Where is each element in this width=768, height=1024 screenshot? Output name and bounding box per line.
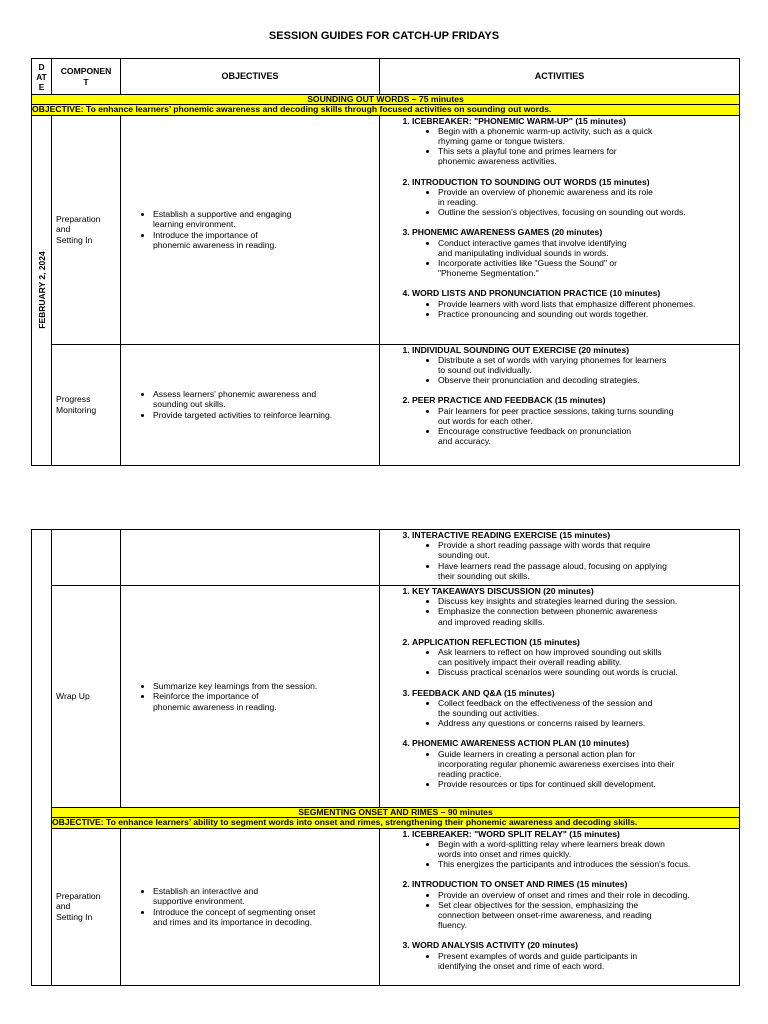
table-row [32, 115, 740, 344]
text-line: Discuss practical scenarios were sounding out words is crucial. [438, 667, 678, 678]
text-line: and manipulating individual sounds in words. [438, 247, 609, 258]
text-line: Setting In [56, 234, 93, 245]
activity-bullet [438, 258, 739, 278]
activity-bullets [412, 540, 739, 581]
activity-item [412, 586, 739, 627]
text-line: Preparation [56, 214, 101, 225]
activities-cell [380, 115, 740, 344]
text-line: This sets a playful tone and primes learners for [438, 146, 617, 157]
text-line: Outline the session's objectives, focusing on sounding out words. [438, 207, 686, 218]
text-line: connection between onset-rime awareness, and reading [438, 909, 652, 920]
activity-heading: PHONEMIC AWARENESS ACTION PLAN (10 minutes) [412, 738, 630, 749]
activity-bullets [412, 238, 739, 279]
section-title: SOUNDING OUT WORDS – 75 minutes [32, 95, 740, 105]
activity-bullets [412, 647, 739, 678]
activity-bullet [438, 647, 739, 667]
objective-item [153, 410, 379, 420]
text-line: Introduce the concept of segmenting onset [153, 906, 316, 917]
objectives-cell [121, 115, 380, 344]
text-line: Provide learners with word lists that emphasize different phonemes. [438, 298, 696, 309]
text-line: Progress [56, 394, 91, 405]
activity-bullets [412, 299, 739, 319]
activity-item [412, 940, 739, 971]
activity-bullet [438, 749, 739, 780]
objectives-cell [121, 586, 380, 808]
text-line: This energizes the participants and introduces the session's focus. [438, 859, 691, 870]
text-line: in reading. [438, 196, 479, 207]
activities-cell [380, 530, 740, 586]
activity-item [412, 879, 739, 930]
activity-bullets [412, 951, 739, 971]
text-line: COMPONEN [60, 66, 112, 77]
table-row [32, 530, 740, 586]
activity-bullet [438, 596, 739, 606]
text-line: Wrap Up [56, 691, 90, 702]
activity-heading: ICEBREAKER: "PHONEMIC WARM-UP" (15 minutes) [412, 115, 626, 126]
text-line: Pair learners for peer practice sessions, taking turns sounding [438, 405, 674, 416]
text-line: Establish a supportive and engaging [153, 209, 292, 220]
text-line: identifying the onset and rime of each word. [438, 960, 605, 971]
activity-item [412, 116, 739, 167]
objectives-list [135, 389, 379, 420]
text-line: Provide targeted activities to reinforce learning. [153, 409, 333, 420]
activity-bullet [438, 426, 739, 446]
activity-bullets [412, 406, 739, 447]
text-line: Conduct interactive games that involve identifying [438, 237, 627, 248]
activities-cell [380, 586, 740, 808]
activity-bullet [438, 561, 739, 581]
text-line: words into onset and rimes quickly. [438, 848, 572, 859]
activity-bullets [412, 355, 739, 386]
objectives-list [135, 209, 379, 250]
activities-list [390, 530, 739, 581]
activity-item [412, 177, 739, 218]
activity-item [412, 530, 739, 581]
activity-bullets [412, 698, 739, 729]
text-line: Introduce the importance of [153, 229, 258, 240]
date-cell [32, 530, 52, 986]
text-line: Collect feedback on the effectiveness of the session and [438, 697, 653, 708]
activity-item [412, 288, 739, 319]
text-line: Ask learners to reflect on how improved sounding out skills [438, 647, 662, 658]
activity-item [412, 637, 739, 678]
text-line: reading practice. [438, 769, 502, 780]
activity-bullet [438, 207, 739, 217]
text-line: Incorporate activities like "Guess the Sound" or [438, 257, 618, 268]
objectives-cell [121, 344, 380, 465]
activity-bullet [438, 187, 739, 207]
objective-item [153, 230, 379, 250]
activity-bullet [438, 126, 739, 146]
component-cell [52, 586, 121, 808]
text-line: E [38, 81, 45, 92]
activity-item [412, 829, 739, 870]
table-header-row [32, 59, 740, 95]
text-line: T [83, 76, 89, 87]
text-line: Set clear objectives for the session, emphasizing the [438, 899, 639, 910]
text-line: Summarize key learnings from the session. [153, 681, 318, 692]
text-line: Guide learners in creating a personal action plan for [438, 748, 636, 759]
text-line: Setting In [56, 911, 93, 922]
objectives-cell [121, 828, 380, 985]
text-line: and accuracy. [438, 436, 491, 447]
session-guide-table-page1 [31, 58, 740, 466]
text-line: Preparation [56, 891, 101, 902]
text-line: learning environment. [153, 219, 236, 230]
text-line: Address any questions or concerns raised by learners. [438, 718, 646, 729]
text-line: Reinforce the importance of [153, 691, 259, 702]
component-cell [52, 530, 121, 586]
text-line: to sound out individually. [438, 364, 532, 375]
activity-item [412, 395, 739, 446]
text-line: Assess learners' phonemic awareness and [153, 389, 317, 400]
text-line: and [56, 224, 71, 235]
text-line: Emphasize the connection between phonemic awareness [438, 606, 658, 617]
section-title: SEGMENTING ONSET AND RIMES – 90 minutes [52, 808, 740, 818]
activity-bullet [438, 355, 739, 375]
activity-bullets [412, 839, 739, 870]
activity-item [412, 688, 739, 729]
activity-heading: PEER PRACTICE AND FEEDBACK (15 minutes) [412, 395, 606, 406]
date-cell [32, 115, 52, 465]
text-line: "Phoneme Segmentation." [438, 268, 539, 279]
session-guide-table-page2 [31, 529, 740, 986]
activity-bullet [438, 375, 739, 385]
activity-bullet [438, 299, 739, 309]
objective-item [153, 907, 379, 927]
section-title-row [32, 808, 740, 818]
text-line: and [56, 901, 71, 912]
text-line: rhyming game or tongue twisters. [438, 135, 566, 146]
activity-bullet [438, 606, 739, 626]
text-line: D [38, 61, 45, 72]
activities-cell [380, 828, 740, 985]
activities-list [390, 829, 739, 971]
component-cell [52, 828, 121, 985]
header-date [32, 59, 52, 95]
activities-cell [380, 344, 740, 465]
text-line: Observe their pronunciation and decoding strategies. [438, 375, 640, 386]
objective-item [153, 209, 379, 229]
activity-bullets [412, 749, 739, 790]
text-line: sounding out skills. [153, 399, 226, 410]
activity-bullet [438, 667, 739, 677]
objective-item [153, 886, 379, 906]
text-line: phonemic awareness in reading. [153, 701, 277, 712]
section-objective-row [32, 105, 740, 116]
text-line: Establish an interactive and [153, 886, 259, 897]
text-line: supportive environment. [153, 896, 245, 907]
activity-item [412, 738, 739, 789]
activities-list [390, 116, 739, 319]
text-line: Provide an overview of phonemic awareness and its role [438, 186, 653, 197]
text-line: the sounding out activities. [438, 708, 540, 719]
text-line: phonemic awareness in reading. [153, 239, 277, 250]
activity-bullet [438, 900, 739, 931]
activity-bullet [438, 718, 739, 728]
activity-bullets [412, 126, 739, 167]
activity-heading: FEEDBACK AND Q&A (15 minutes) [412, 687, 555, 698]
activity-bullet [438, 406, 739, 426]
text-line: Practice pronouncing and sounding out words together. [438, 308, 649, 319]
objective-item [153, 681, 379, 691]
activity-heading: INDIVIDUAL SOUNDING OUT EXERCISE (20 minutes) [412, 344, 630, 355]
objective-item [153, 691, 379, 711]
activity-bullet [438, 890, 739, 900]
activity-bullet [438, 951, 739, 971]
activity-bullets [412, 596, 739, 627]
header-activities: ACTIVITIES [380, 59, 740, 95]
text-line: AT [36, 71, 47, 82]
text-line: Provide a short reading passage with words that require [438, 540, 651, 551]
text-line: Encourage constructive feedback on pronunciation [438, 425, 632, 436]
text-line: and improved reading skills. [438, 616, 545, 627]
activity-bullet [438, 146, 739, 166]
activity-bullets [412, 187, 739, 218]
text-line: sounding out. [438, 550, 490, 561]
objective-item [153, 389, 379, 409]
section-objective-row [32, 818, 740, 829]
activity-item [412, 345, 739, 386]
text-line: Monitoring [56, 404, 97, 415]
activity-bullet [438, 698, 739, 718]
activity-bullet [438, 859, 739, 869]
text-line: Present examples of words and guide participants in [438, 950, 638, 961]
section-objective: OBJECTIVE: To enhance learners’ phonemic awareness and decoding skills through focused activities on sounding out words. [32, 105, 740, 116]
activity-heading: ICEBREAKER: "WORD SPLIT RELAY" (15 minutes) [412, 828, 620, 839]
activity-item [412, 227, 739, 278]
activity-heading: PHONEMIC AWARENESS GAMES (20 minutes) [412, 227, 603, 238]
activity-bullet [438, 540, 739, 560]
activity-heading: APPLICATION REFLECTION (15 minutes) [412, 636, 580, 647]
table-row [32, 828, 740, 985]
date-label: FEBRUARY 2, 2024 [36, 251, 47, 329]
text-line: Have learners read the passage aloud, focusing on applying [438, 560, 667, 571]
text-line: out words for each other. [438, 415, 533, 426]
activities-list [390, 345, 739, 447]
activity-bullet [438, 839, 739, 859]
text-line: Distribute a set of words with varying phonemes for learners [438, 354, 667, 365]
section-title-row [32, 95, 740, 105]
text-line: incorporating regular phonemic awareness exercises into their [438, 758, 675, 769]
text-line: can positively impact their overall reading ability. [438, 657, 622, 668]
objectives-list [135, 886, 379, 927]
text-line: Begin with a word-splitting relay where learners break down [438, 838, 665, 849]
activity-bullets [412, 890, 739, 931]
text-line: Provide an overview of onset and rimes and their role in decoding. [438, 889, 690, 900]
text-line: Provide resources or tips for continued skill development. [438, 779, 656, 790]
component-cell [52, 344, 121, 465]
activity-heading: WORD LISTS AND PRONUNCIATION PRACTICE (10 minutes) [412, 288, 661, 299]
text-line: their sounding out skills. [438, 570, 530, 581]
activity-heading: INTRODUCTION TO ONSET AND RIMES (15 minutes) [412, 879, 628, 890]
activity-bullet [438, 779, 739, 789]
text-line: Begin with a phonemic warm-up activity, such as a quick [438, 125, 653, 136]
table-row [32, 586, 740, 808]
section-objective: OBJECTIVE: To enhance learners’ ability to segment words into onset and rimes, strengthening their phonemic awareness and decoding skills. [52, 818, 740, 829]
activity-bullet [438, 238, 739, 258]
header-objectives: OBJECTIVES [121, 59, 380, 95]
text-line: phonemic awareness activities. [438, 156, 557, 167]
text-line: and rimes and its importance in decoding. [153, 916, 313, 927]
component-cell [52, 115, 121, 344]
activity-bullet [438, 309, 739, 319]
activity-heading: WORD ANALYSIS ACTIVITY (20 minutes) [412, 940, 579, 951]
objectives-list [135, 681, 379, 712]
activity-heading: INTRODUCTION TO SOUNDING OUT WORDS (15 minutes) [412, 176, 650, 187]
activity-heading: INTERACTIVE READING EXERCISE (15 minutes) [412, 530, 611, 540]
header-component [52, 59, 121, 95]
text-line: Discuss key insights and strategies learned during the session. [438, 596, 678, 607]
activities-list [390, 586, 739, 789]
activity-heading: KEY TAKEAWAYS DISCUSSION (20 minutes) [412, 586, 594, 596]
text-line: fluency. [438, 920, 467, 931]
table-row [32, 344, 740, 465]
page-title: SESSION GUIDES FOR CATCH-UP FRIDAYS [268, 30, 500, 42]
objectives-cell [121, 530, 380, 586]
